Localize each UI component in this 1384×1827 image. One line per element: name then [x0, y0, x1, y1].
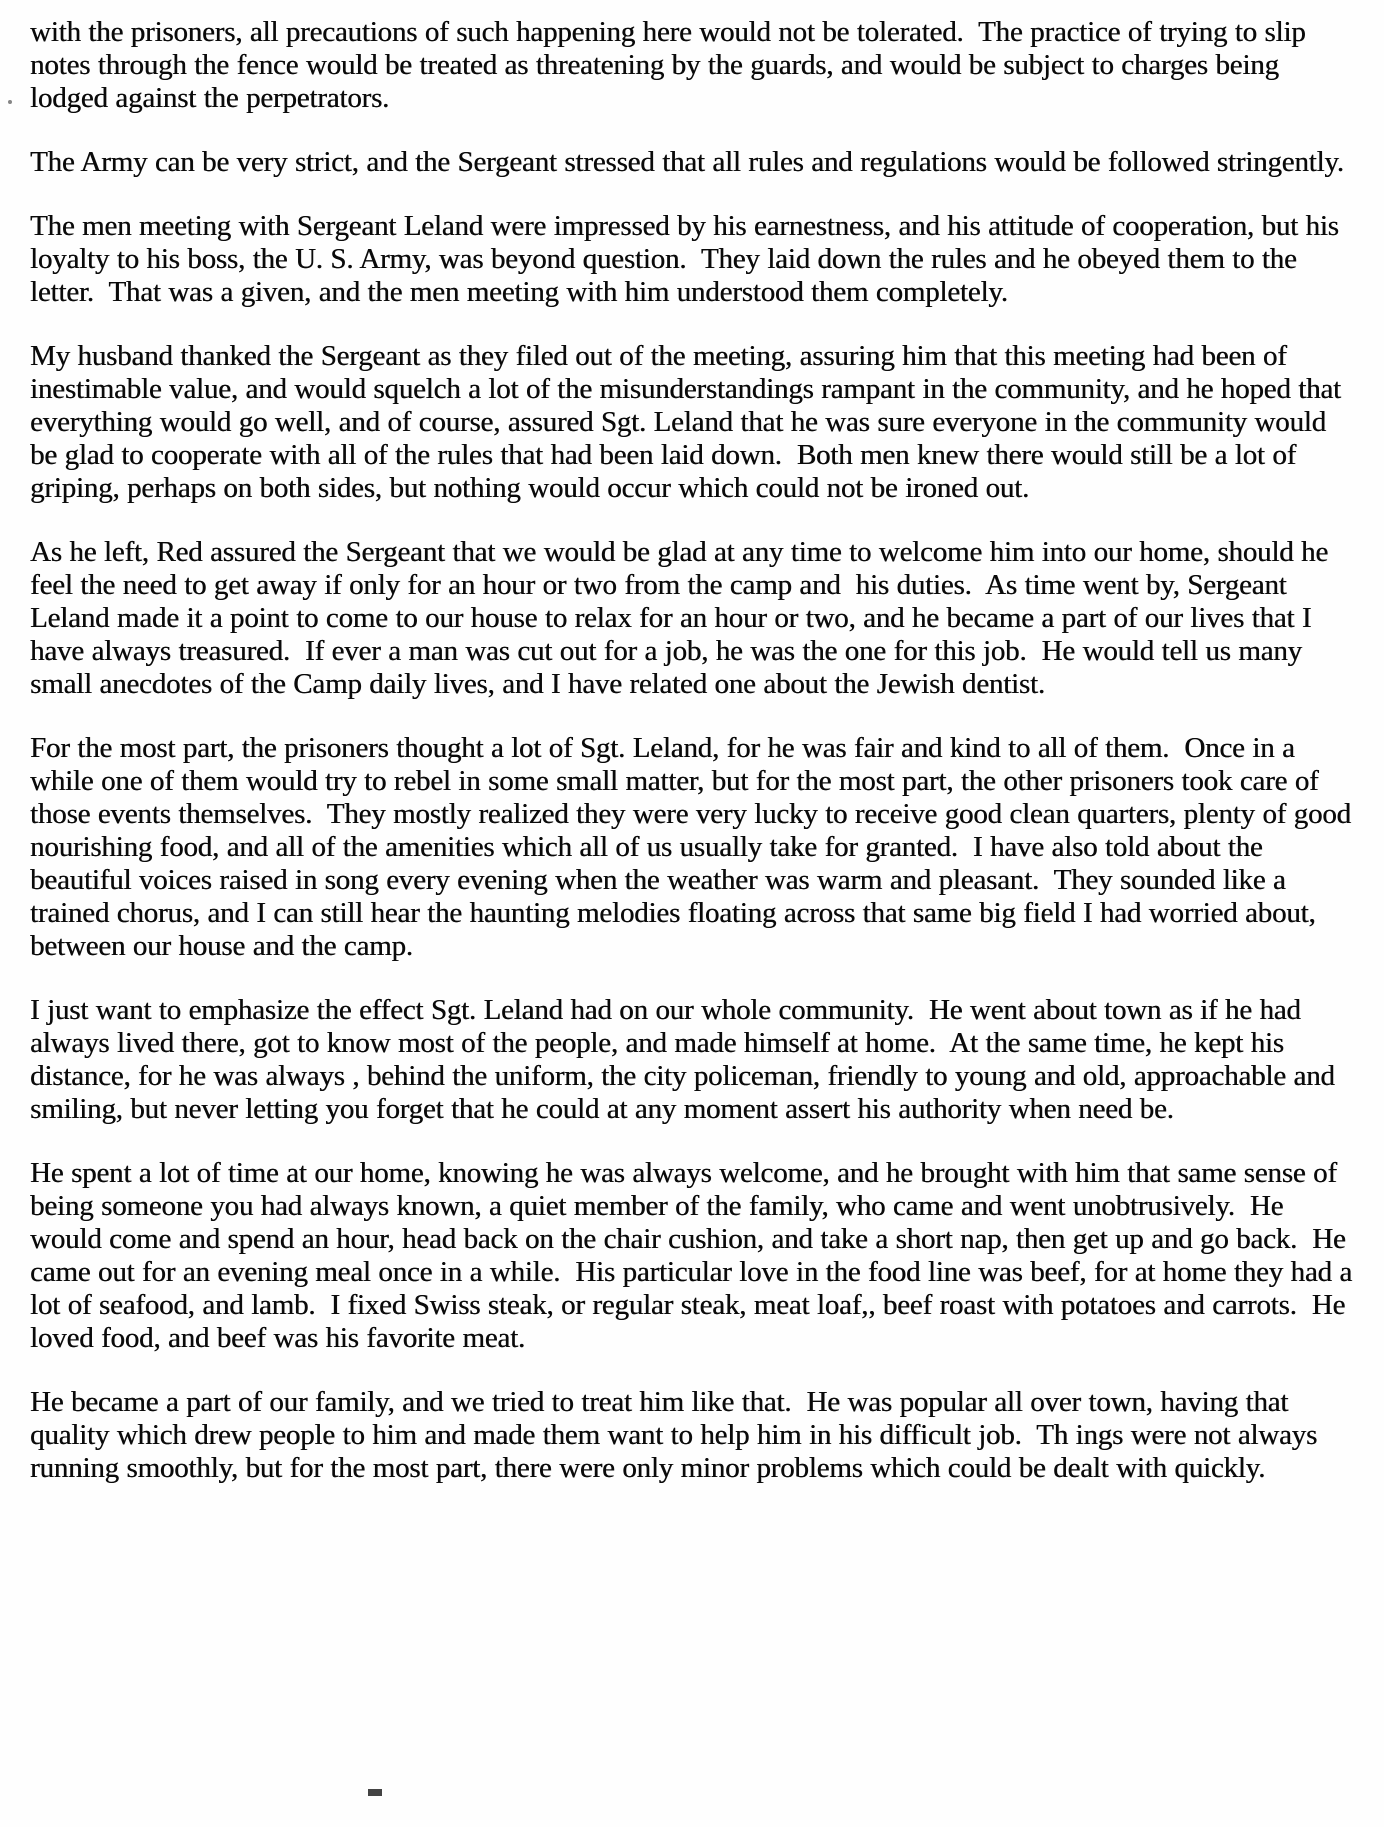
- paragraph-1: with the prisoners, all precautions of such happening here would not be tolerated. The practice of trying to slip notes through the fence would be treated as threatening by the guards, and would be subject to charges being lodged against the perpetrators.: [30, 16, 1314, 114]
- paragraph-4: My husband thanked the Sergeant as they filed out of the meeting, assuring him that this meeting had been of inestimable value, and would squelch a lot of the misunderstandings rampant in the community, and he hoped that everything would go well, and of course, assured Sgt. Leland that he was sure everyone in the community would be glad to cooperate with all of the rules that had been laid down. Both men knew there would still be a lot of griping, perhaps on both sides, but nothing would occur which could not be ironed out.: [30, 340, 1349, 504]
- scan-artifact-dot: [8, 100, 12, 104]
- paragraph-7: I just want to emphasize the effect Sgt. Leland had on our whole community. He went about town as if he had always lived there, got to know most of the people, and made himself at home. At the same time, he kept his distance, for he was always , behind the uniform, the city policeman, friendly to young and old, approachable and smiling, but never letting you forget that he could at any moment assert his authority when need be.: [30, 994, 1343, 1125]
- paragraph-9: He became a part of our family, and we tried to treat him like that. He was popular all over town, having that quality which drew people to him and made them want to help him in his difficult job. Th ings were not always running smoothly, but for the most part, there were only minor problems which could be dealt with quickly.: [30, 1386, 1325, 1484]
- paragraph-3: The men meeting with Sergeant Leland were impressed by his earnestness, and his attitude of cooperation, but his loyalty to his boss, the U. S. Army, was beyond question. They laid down the rules and he obeyed them to the letter. That was a given, and the men meeting with him understood them completely.: [30, 210, 1347, 308]
- paragraph-2: The Army can be very strict, and the Sergeant stressed that all rules and regulations would be followed stringently.: [30, 146, 1344, 178]
- paragraph-8: He spent a lot of time at our home, knowing he was always welcome, and he brought with him that same sense of being someone you had always known, a quiet member of the family, who came and went unobtrusively. He would come and spend an hour, head back on the chair cushion, and take a short nap, then get up and go back. He came out for an evening meal once in a while. His particular love in the food line was beef, for at home they had a lot of seafood, and lamb. I fixed Swiss steak, or regular steak, meat loaf,, beef roast with potatoes and carrots. He loved food, and beef was his favorite meat.: [30, 1157, 1360, 1354]
- paragraph-5: As he left, Red assured the Sergeant that we would be glad at any time to welcome him into our home, should he feel the need to get away if only for an hour or two from the camp and his duties. As time went by, Sergeant Leland made it a point to come to our house to relax for an hour or two, and he became a part of our lives that I have always treasured. If ever a man was cut out for a job, he was the one for this job. He would tell us many small anecdotes of the Camp daily lives, and I have related one about the Jewish dentist.: [30, 536, 1336, 700]
- scan-artifact-mark: [368, 1789, 382, 1796]
- paragraph-6: For the most part, the prisoners thought a lot of Sgt. Leland, for he was fair and kind to all of them. Once in a while one of them would try to rebel in some small matter, but for the most part, the other prisoners took care of those events themselves. They mostly realized they were very lucky to receive good clean quarters, plenty of good nourishing food, and all of the amenities which all of us usually take for granted. I have also told about the beautiful voices raised in song every evening when the weather was warm and pleasant. They sounded like a trained chorus, and I can still hear the haunting melodies floating across that same big field I had worried about, between our house and the camp.: [30, 732, 1359, 962]
